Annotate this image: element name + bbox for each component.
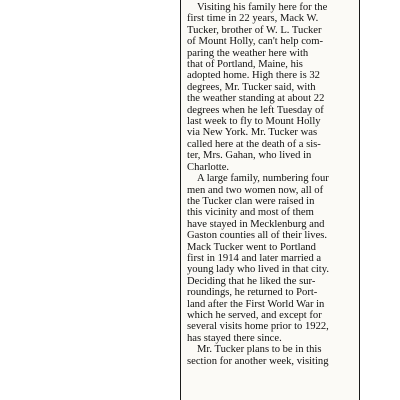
article-column [187,2,353,367]
text-line: A large family, numbering four [197,173,329,185]
text-line: adopted home. High there is 32 [187,70,320,82]
text-line: men and two women now, all of [187,184,324,196]
text-line: via New York. Mr. Tucker was [187,127,318,139]
text-line: the Tucker clan were raised in [187,195,315,207]
text-line: young lady who lived in that city. [187,264,330,276]
text-line: this vicinity and most of them [187,207,314,219]
text-line: of Mount Holly, can't help com- [187,36,323,48]
text-line: first time in 22 years, Mack W. [187,13,319,25]
text-line: called here at the death of a sis- [187,138,321,150]
text-line: has stayed there since. [187,332,282,344]
text-line: Visiting his family here for the [197,2,328,13]
text-line: first in 1914 and later married a [187,252,322,264]
text-line: the weather standing at about 22 [187,93,325,105]
paragraph-2 [187,173,353,344]
text-line: paring the weather here with [187,47,309,59]
paragraph-1 [187,2,353,173]
text-line: roundings, he returned to Port- [187,287,318,299]
text-line: Deciding that he liked the sur- [187,275,316,287]
text-line: Charlotte. [187,161,230,173]
text-line: several visits home prior to 1922, [187,321,329,333]
text-line: Gaston counties all of their lives. [187,230,328,242]
text-line: degrees, Mr. Tucker said, with [187,81,316,93]
text-line: degrees when he left Tuesday of [187,104,324,116]
text-line: last week to fly to Mount Holly [187,116,321,128]
text-line: Mr. Tucker plans to be in this [197,344,322,356]
text-line: land after the First World War in [187,298,325,310]
text-line: Mack Tucker went to Portland [187,241,316,253]
text-line: have stayed in Mecklenburg and [187,218,325,230]
text-line: that of Portland, Maine, his [187,59,303,71]
text-line: which he served, and except for [187,309,322,321]
text-line: ter, Mrs. Gahan, who lived in [187,150,312,162]
paragraph-3 [187,344,353,367]
newspaper-clipping [180,0,360,400]
text-line: Tucker, brother of W. L. Tucker [187,24,322,36]
text-line: section for another week, visiting [187,355,329,367]
